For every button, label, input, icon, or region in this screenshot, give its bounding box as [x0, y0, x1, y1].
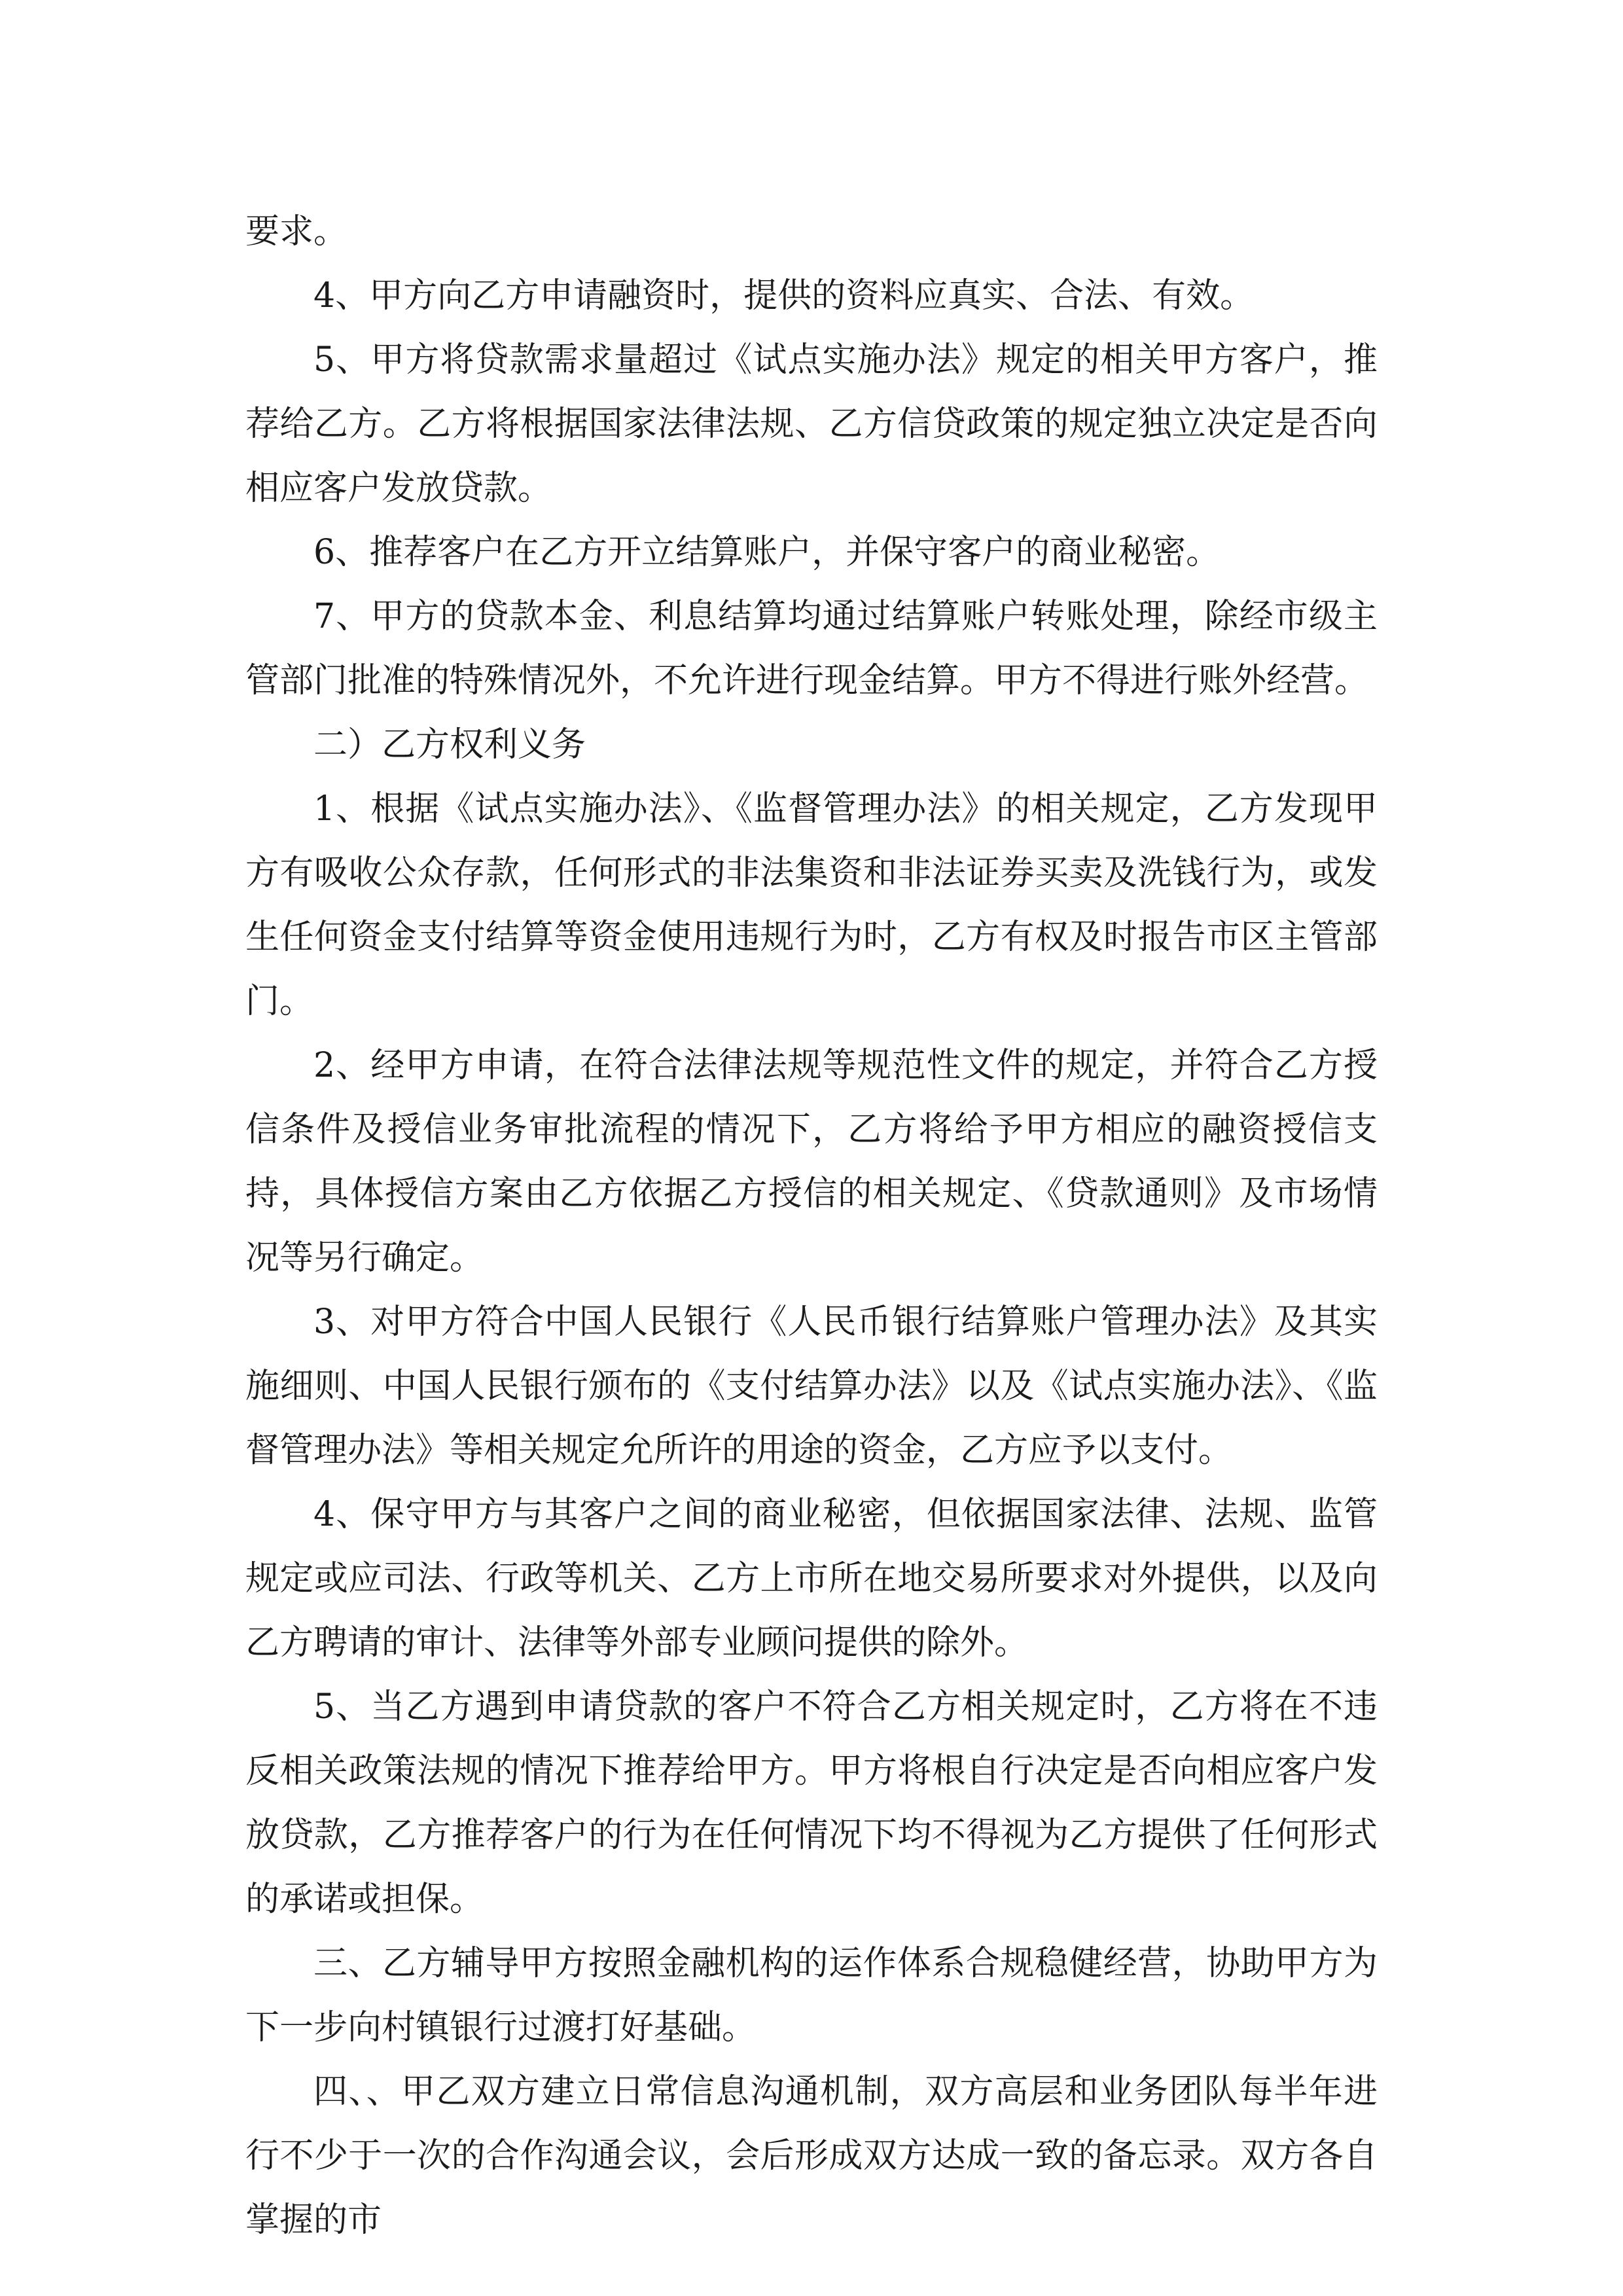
paragraph-b-item-4: 4、保守甲方与其客户之间的商业秘密，但依据国家法律、法规、监管规定或应司法、行政等机关、乙方上市所在地交易所要求对外提供，以及向乙方聘请的审计、法律等外部专业顾问提供的除外。	[245, 1495, 1378, 1662]
paragraph-b-item-1: 1、根据《试点实施办法》、《监督管理办法》的相关规定，乙方发现甲方有吸收公众存款，任何形式的非法集资和非法证券买卖及洗钱行为，或发生任何资金支付结算等资金使用违规行为时，乙方有权及时报告市区主管部门。	[245, 789, 1378, 1021]
section-heading-party-b-rights: 二）乙方权利义务	[313, 725, 586, 764]
document-page	[245, 200, 1378, 2252]
paragraph-item-7: 7、甲方的贷款本金、利息结算均通过结算账户转账处理，除经市级主管部门批准的特殊情况外，不允许进行现金结算。甲方不得进行账外经营。	[245, 597, 1378, 700]
paragraph-section-3: 三、乙方辅导甲方按照金融机构的运作体系合规稳健经营，协助甲方为下一步向村镇银行过渡打好基础。	[245, 1944, 1378, 2047]
paragraph-section-4: 四、、甲乙双方建立日常信息沟通机制，双方高层和业务团队每半年进行不少于一次的合作沟通会议，会后形成双方达成一致的备忘录。双方各自掌握的市	[245, 2072, 1378, 2240]
paragraph-continuation: 要求。	[245, 212, 348, 251]
paragraph-b-item-3: 3、对甲方符合中国人民银行《人民币银行结算账户管理办法》及其实施细则、中国人民银行颁布的《支付结算办法》以及《试点实施办法》、《监督管理办法》等相关规定允所许的用途的资金，乙方应予以支付。	[245, 1302, 1378, 1470]
paragraph-item-5: 5、甲方将贷款需求量超过《试点实施办法》规定的相关甲方客户，推荐给乙方。乙方将根据国家法律法规、乙方信贷政策的规定独立决定是否向相应客户发放贷款。	[245, 340, 1378, 508]
paragraph-b-item-5: 5、当乙方遇到申请贷款的客户不符合乙方相关规定时，乙方将在不违反相关政策法规的情况下推荐给甲方。甲方将根自行决定是否向相应客户发放贷款，乙方推荐客户的行为在任何情况下均不得视为乙方提供了任何形式的承诺或担保。	[245, 1687, 1378, 1919]
paragraph-item-4: 4、甲方向乙方申请融资时，提供的资料应真实、合法、有效。	[313, 276, 1255, 315]
paragraph-item-6: 6、推荐客户在乙方开立结算账户，并保守客户的商业秘密。	[313, 533, 1221, 572]
paragraph-b-item-2: 2、经甲方申请，在符合法律法规等规范性文件的规定，并符合乙方授信条件及授信业务审批流程的情况下，乙方将给予甲方相应的融资授信支持，具体授信方案由乙方依据乙方授信的相关规定、《贷款通则》及市场情况等另行确定。	[245, 1046, 1378, 1278]
